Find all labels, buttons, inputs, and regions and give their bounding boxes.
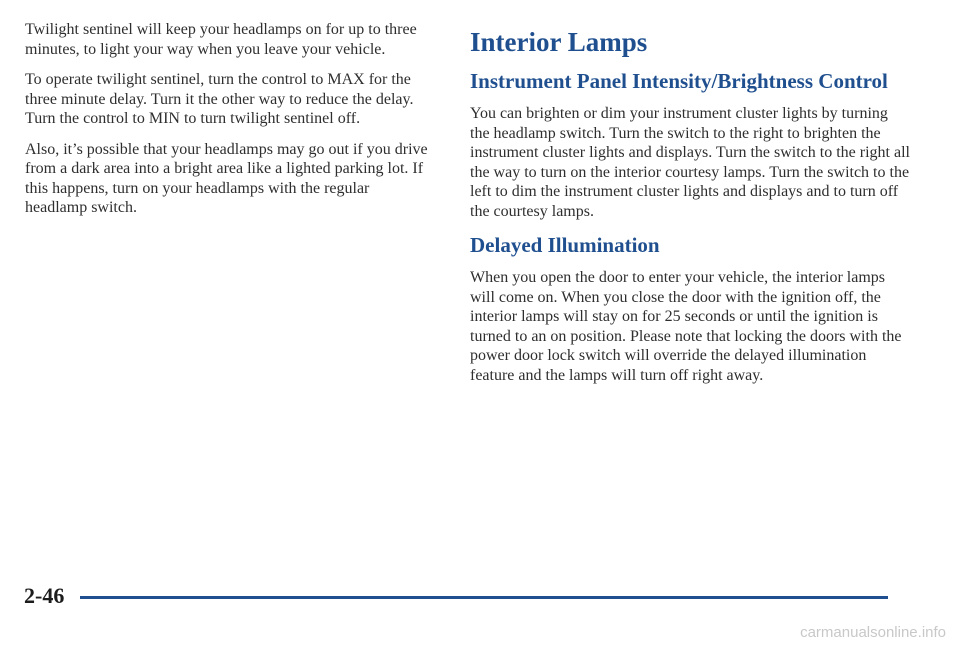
section-body-instrument-panel: You can brighten or dim your instrument cluster lights by turning the headlamp switch. Turn the switch to the right to brighten the instrument cluster lights and displays. Turn the switch to the right all the way to turn on the interior courtesy lamps. Turn the switch to the left to dim the instrument cluster lights and displays and to turn off the courtesy lamps. <box>470 105 910 220</box>
page-title: Interior Lamps <box>470 27 648 57</box>
right-column <box>470 26 910 396</box>
section-body-delayed-illumination: When you open the door to enter your vehicle, the interior lamps will come on. When you close the door with the ignition off, the interior lamps will stay on for 25 seconds or until the ignition is turned to an on position. Please note that locking the doors with the power door lock switch will override the delayed illumination feature and the lamps will turn off right away. <box>470 269 902 384</box>
watermark: carmanualsonline.info <box>800 624 946 641</box>
left-column <box>25 20 435 229</box>
paragraph-twilight-sentinel-intro: Twilight sentinel will keep your headlamps on for up to three minutes, to light your way when you leave your vehicle. <box>25 21 417 58</box>
footer-rule <box>80 596 888 599</box>
paragraph-twilight-sentinel-operation: To operate twilight sentinel, turn the control to MAX for the three minute delay. Turn it the other way to reduce the delay. Turn the control to MIN to turn twilight sentinel off. <box>25 71 414 127</box>
paragraph-headlamps-go-out: Also, it’s possible that your headlamps may go out if you drive from a dark area into a bright area like a lighted parking lot. If this happens, turn on your headlamps with the regular headlamp switch. <box>25 140 428 216</box>
page-number: 2-46 <box>24 583 65 608</box>
section-heading-delayed-illumination: Delayed Illumination <box>470 233 660 257</box>
section-heading-instrument-panel: Instrument Panel Intensity/Brightness Control <box>470 69 888 93</box>
